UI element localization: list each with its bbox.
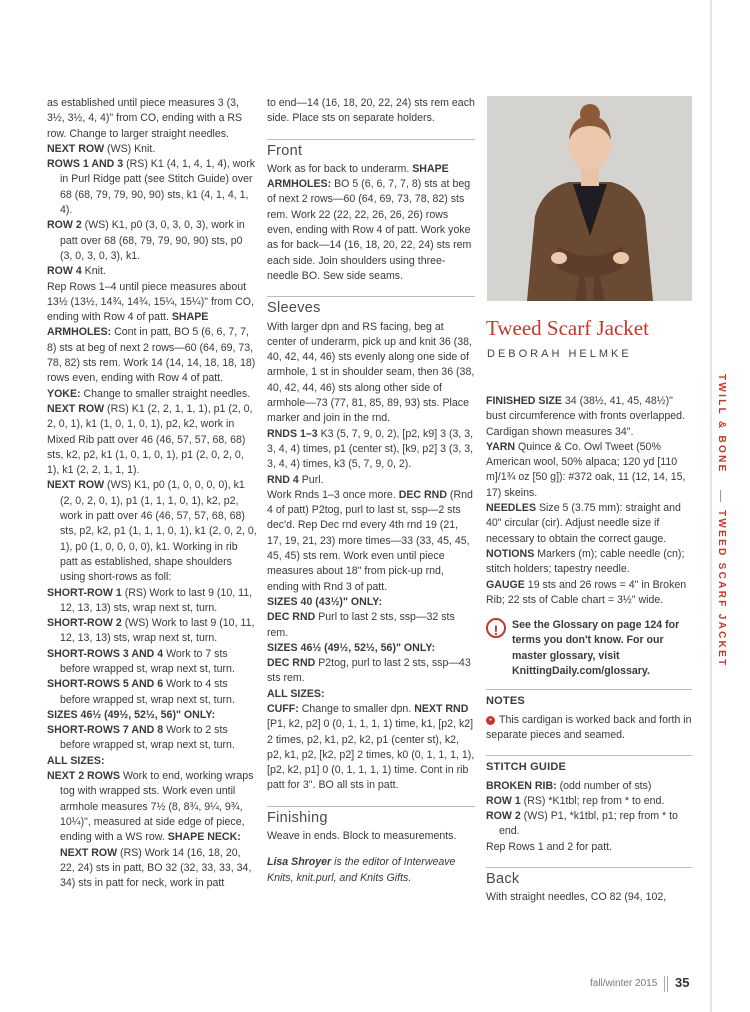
issue-label: fall/winter 2015 bbox=[590, 978, 658, 989]
paragraph bbox=[486, 809, 692, 840]
run-in-heading: NEXT ROW bbox=[47, 479, 105, 492]
run-in-heading: DEC RND bbox=[267, 657, 316, 670]
column-3 bbox=[486, 394, 692, 906]
editor-note bbox=[267, 855, 475, 886]
paragraph bbox=[47, 96, 257, 142]
paragraph bbox=[267, 488, 475, 595]
paragraph-text: (RS) Work 14 (16, 18, 20, 22, 24) sts in patt, BO 32 (32, 33, 33, 34, 34) sts in patt for neck, work in patt bbox=[60, 846, 252, 890]
paragraph bbox=[267, 687, 475, 702]
paragraph-text: as established until piece measures 3 (3, 3½, 3½, 4, 4)" from CO, ending with a RS row. Change to larger straight needles. bbox=[47, 97, 243, 140]
paragraph-text: Work to 2 sts before wrapped st, wrap next st, turn. bbox=[60, 724, 235, 752]
run-in-heading: ROW 2 bbox=[486, 810, 521, 823]
divider bbox=[486, 689, 692, 690]
paragraph-text: (WS) Knit. bbox=[104, 142, 156, 155]
paragraph bbox=[47, 769, 257, 891]
paragraph bbox=[47, 142, 257, 157]
run-in-heading: ROWS 1 AND 3 bbox=[47, 158, 124, 171]
stitch-guide-rows bbox=[486, 794, 692, 840]
run-in-heading: DEC RND bbox=[398, 488, 447, 501]
specs bbox=[486, 394, 692, 608]
run-in-heading: SHORT-ROW 2 bbox=[47, 617, 122, 630]
run-in-heading: NEXT ROW bbox=[47, 402, 105, 415]
paragraph bbox=[267, 641, 475, 656]
run-in-heading: SHAPE ARMHOLES: bbox=[267, 162, 449, 191]
run-in-heading: SHORT-ROWS 5 AND 6 bbox=[47, 678, 164, 691]
sidebar-label-section: TWILL & BONE bbox=[716, 374, 727, 474]
paragraph-text: Rep Rows 1–4 until piece measures about 13½ (13½, 14¾, 14¾, 15¼, 15¼)" from CO, ending with Row 4 of patt. bbox=[47, 280, 254, 324]
sleeves-heading: Sleeves bbox=[267, 300, 321, 317]
paragraph bbox=[267, 595, 475, 610]
run-in-heading: GAUGE bbox=[486, 578, 525, 591]
run-in-heading: ROW 4 bbox=[47, 265, 82, 278]
separator: , and bbox=[333, 871, 361, 884]
divider bbox=[486, 867, 692, 868]
separator: . bbox=[408, 871, 412, 884]
paragraph-text: Purl to last 2 sts, ssp—32 sts rem. bbox=[267, 611, 455, 639]
paragraph bbox=[47, 280, 257, 479]
back-continued: to end—14 (16, 18, 20, 22, 24) sts rem each side. Place sts on separate holders. bbox=[267, 97, 475, 125]
run-in-heading: FINISHED SIZE bbox=[486, 395, 562, 407]
run-in-heading: SHAPE ARMHOLES: bbox=[47, 311, 209, 339]
paragraph-text: 19 sts and 26 rows = 4" in Broken Rib; 22 sts of Cable chart = 3½" wide. bbox=[486, 578, 687, 606]
run-in-heading: SIZES 40 (43½)" ONLY: bbox=[267, 595, 383, 608]
run-in-heading: SHORT-ROWS 3 AND 4 bbox=[47, 647, 164, 660]
designer-name: DEBORAH HELMKE bbox=[487, 348, 632, 360]
notes-item bbox=[486, 713, 692, 744]
sleeves-section bbox=[267, 296, 475, 794]
sleeves-body bbox=[267, 320, 475, 794]
paragraph-text: (WS) K1, p0 (3, 0, 3, 0, 3), work in patt over 68 (68, 79, 79, 90, 90) sts, p0 (3, 0, 3, 0, 3), k1. bbox=[60, 219, 245, 262]
paragraph-text: Work Rnds 1–3 once more. bbox=[267, 488, 399, 501]
pattern-title: Tweed Scarf Jacket bbox=[486, 316, 649, 340]
paragraph bbox=[47, 677, 257, 708]
back-section bbox=[486, 867, 692, 906]
run-in-heading: NEXT ROW bbox=[47, 142, 105, 155]
divider bbox=[486, 755, 692, 756]
paragraph-text: Change to smaller straight needles. bbox=[80, 387, 251, 400]
paragraph-text: Change to smaller dpn. bbox=[298, 702, 415, 715]
stitch-guide-heading: STITCH GUIDE bbox=[486, 761, 567, 774]
paragraph bbox=[47, 647, 257, 678]
paragraph bbox=[47, 616, 257, 647]
back-heading: Back bbox=[486, 871, 520, 888]
back-body: With straight needles, CO 82 (94, 102, bbox=[486, 891, 667, 904]
paragraph-text: Work to 7 sts before wrapped st, wrap next st, turn. bbox=[60, 647, 235, 675]
paragraph-text: Purl. bbox=[298, 473, 324, 486]
run-in-heading: SIZES 46½ (49½, 52½, 56)" ONLY: bbox=[47, 708, 216, 721]
paragraph-text: (RS) K1 (4, 1, 4, 1, 4), work in Purl Ridge patt (see Stitch Guide) over 68 (68, 79, 79, 90, 90) sts, k1 (4, 1, 4, 1, 4). bbox=[60, 158, 256, 217]
paragraph-text: Markers (m); cable needle (cn); stitch holders; tapestry needle. bbox=[486, 547, 685, 576]
footer-divider bbox=[664, 976, 668, 992]
run-in-heading: ALL SIZES: bbox=[267, 687, 325, 700]
sidebar-label-pattern: TWEED SCARF JACKET bbox=[716, 510, 727, 668]
paragraph bbox=[486, 578, 692, 609]
notes-heading: NOTES bbox=[486, 695, 525, 708]
run-in-heading: SHORT-ROWS 7 AND 8 bbox=[47, 724, 164, 737]
notes-text: This cardigan is worked back and forth in separate pieces and seamed. bbox=[486, 713, 692, 741]
glossary-note bbox=[486, 618, 692, 679]
paragraph bbox=[486, 501, 692, 547]
paragraph-text: (WS) P1, *k1tbl, p1; rep from * to end. bbox=[499, 810, 678, 838]
run-in-heading: NEEDLES bbox=[486, 502, 537, 515]
paragraph-text: 34 (38½, 41, 45, 48½)" bust circumference with fronts overlapped. Cardigan shown measures 34". bbox=[486, 395, 686, 438]
stitch-guide-rep: Rep Rows 1 and 2 for patt. bbox=[486, 840, 613, 853]
run-in-heading: RND 4 bbox=[267, 473, 299, 486]
run-in-heading: RNDS 1–3 bbox=[267, 427, 318, 440]
bullet-icon: • bbox=[486, 716, 495, 725]
publication-name: Knits Gifts bbox=[360, 871, 409, 884]
editor-note-text: is the editor of bbox=[331, 856, 404, 869]
paragraph bbox=[47, 478, 257, 585]
front-section bbox=[267, 139, 475, 285]
paragraph-text: With larger dpn and RS facing, beg at center of underarm, pick up and knit 36 (38, 40, 42, 44, 46) sts evenly along one side of armhole, 1 st in shoulder seam, then 36 (38, 40, 42, 44, 46) sts along other side of armhole—73 (77, 81, 85, 89, 93) sts. Place marker and join in the rnd. bbox=[267, 320, 475, 425]
divider bbox=[267, 296, 475, 297]
paragraph-text: Size 5 (3.75 mm): straight and 40" circular (cir). Adjust needle size if necessary to obtain the correct gauge. bbox=[486, 502, 681, 545]
paragraph-text: P2tog, purl to last 2 sts, ssp—43 sts rem. bbox=[267, 657, 471, 685]
run-in-heading: SHAPE NECK: NEXT ROW bbox=[60, 831, 241, 859]
paragraph-text: (RS) K1 (2, 2, 1, 1, 1), p1 (2, 0, 2, 0, 1), k1 (1, 0, 1, 0, 1), p2, k2, work in Mixed Rib patt over 46 (46, 57, 57, 68, 68) sts, k2, p2, k1 (1, 0, 1, 0, 1), p1 (2, 0, 2, 0, 1), k1 (2, 2, 1, 1, 1). bbox=[47, 402, 253, 477]
run-in-heading: ROW 2 bbox=[47, 219, 82, 232]
paragraph-text: Work to end, working wraps tog with wrapped sts. Work even until armhole measures 7½ (8, 8¾, 9¼, 9¾, 10¼)", measured at side edge of piece, ending with a WS row. bbox=[60, 770, 254, 844]
publication-name: knit.purl bbox=[296, 871, 334, 884]
column-2 bbox=[267, 96, 475, 886]
front-body bbox=[267, 162, 475, 284]
paragraph-text: BO 5 (6, 6, 7, 7, 8) sts at beg of next 2 rows—60 (64, 69, 73, 78, 82) sts rem. Work 22 (22, 22, 26, 26, 26) rows even, ending with Row 4 of patt. Work yoke as for back—14 (16, 18, 20, 22, 24) sts rem each side. Join shoulders using three-needle BO. Sew side seams. bbox=[267, 178, 472, 282]
paragraph-text: (WS) K1, p0 (1, 0, 0, 0, 0), k1 (2, 0, 2, 0, 1), p1 (1, 1, 1, 0, 1), k2, p2, work in patt over 46 (46, 57, 57, 68, 68) sts, p2, k2, p1 (1, 1, 1, 0, 1), k1 (2, 0, 2, 0, 1), p0 (1, 0, 0, 0, 0), k1. Working in rib patt as established, shape shoulders using short-rows as foll: bbox=[60, 479, 257, 584]
front-heading: Front bbox=[267, 142, 303, 159]
paragraph-text: (WS) Work to last 9 (10, 11, 12, 13, 13) sts, wrap next st, turn. bbox=[60, 617, 255, 645]
paragraph bbox=[267, 473, 475, 488]
finishing-section bbox=[267, 806, 475, 845]
model-photo bbox=[487, 96, 692, 301]
paragraph-text: [P1, k2, p2] 0 (0, 1, 1, 1, 1) time, k1, [p2, k2] 2 times, p2, k1, p2, k2, p1 (center st), k2, p2, k1, p2, [k2, p2] 2 times, k0 (0, 1, 1, 1, 1), [p2, k2, p1] 0 (0, 1, 1, 1, 1) time. Cont in rib patt for 3". BO all sts in patt. bbox=[267, 718, 475, 792]
broken-rib-note: (odd number of sts) bbox=[556, 779, 652, 792]
publication-name: Interweave Knits bbox=[267, 856, 456, 884]
paragraph bbox=[486, 794, 692, 809]
divider bbox=[267, 139, 475, 140]
run-in-heading: YARN bbox=[486, 440, 516, 453]
paragraph-text: K3 (5, 7, 9, 0, 2), [p2, k9] 3 (3, 3, 3, 4, 4) times, p1 (center st), [k9, p2] 3 (3, 3, 3, 4, 4) times, k3 (5, 7, 9, 0, 2). bbox=[267, 427, 474, 471]
editor-name: Lisa Shroyer bbox=[267, 856, 332, 869]
finishing-body: Weave in ends. Block to measurements. bbox=[267, 830, 457, 843]
paragraph-text: Knit. bbox=[81, 265, 106, 278]
stitch-guide bbox=[486, 755, 692, 855]
divider bbox=[267, 806, 475, 807]
separator: , bbox=[290, 871, 297, 884]
paragraph bbox=[47, 708, 257, 723]
run-in-heading: SIZES 46½ (49½, 52½, 56)" ONLY: bbox=[267, 641, 436, 654]
paragraph-text: Work to 4 sts before wrapped st, wrap next st, turn. bbox=[60, 678, 235, 706]
finishing-heading: Finishing bbox=[267, 809, 328, 826]
paragraph bbox=[267, 702, 475, 794]
exclamation-icon: ! bbox=[486, 618, 506, 638]
paragraph bbox=[267, 610, 475, 641]
paragraph bbox=[486, 440, 692, 501]
paragraph bbox=[47, 586, 257, 617]
run-in-heading: ALL SIZES: bbox=[47, 754, 105, 767]
paragraph bbox=[486, 547, 692, 578]
paragraph-text: (Rnd 4 of patt) P2tog, purl to last st, ssp—2 sts dec'd. Rep Dec rnd every 4th rnd 19 (21, 17, 19, 21, 23) more times—33 (33, 45, 45, 45, 45) sts rem. Work even until piece measures about 18" from pick-up rnd, ending with Rnd 3 of patt. bbox=[267, 488, 473, 593]
run-in-heading: DEC RND bbox=[267, 611, 316, 624]
glossary-text: See the Glossary on page 124 for terms you don't know. For our master glossary, visit KnittingDaily.com/glossary. bbox=[512, 619, 680, 678]
sidebar bbox=[710, 0, 750, 1012]
paragraph bbox=[267, 320, 475, 427]
paragraph bbox=[486, 394, 692, 440]
run-in-heading: SHORT-ROW 1 bbox=[47, 586, 122, 599]
paragraph bbox=[47, 157, 257, 218]
run-in-heading: ROW 1 bbox=[486, 794, 521, 807]
run-in-heading: NEXT 2 ROWS bbox=[47, 770, 120, 783]
paragraph bbox=[267, 656, 475, 687]
paragraph bbox=[47, 723, 257, 754]
run-in-heading: NEXT RND bbox=[414, 702, 469, 715]
paragraph-text: Work as for back to underarm. bbox=[267, 162, 413, 175]
paragraph bbox=[267, 427, 475, 473]
column-1 bbox=[47, 96, 257, 891]
paragraph-text: (RS) *K1tbl; rep from * to end. bbox=[520, 794, 665, 807]
paragraph-text: (RS) Work to last 9 (10, 11, 12, 13, 13) sts, wrap next st, turn. bbox=[60, 586, 253, 614]
model-photo-illustration bbox=[487, 96, 692, 301]
paragraph bbox=[47, 264, 257, 279]
paragraph-text: Quince & Co. Owl Tweet (50% American wool, 50% alpaca; 120 yd [110 m]/1¾ oz [50 g]): #372 oak, 11 (12, 14, 15, 17) skeins. bbox=[486, 440, 686, 499]
paragraph bbox=[47, 218, 257, 264]
paragraph-text: Cont in patt, BO 5 (6, 6, 7, 7, 8) sts at beg of next 2 rows—60 (64, 69, 73, 78, 82) sts rem. Work 14 (14, 14, 18, 18, 18) rows even, ending with Row 4 of patt. bbox=[47, 326, 256, 385]
run-in-heading: NOTIONS bbox=[486, 547, 535, 560]
page-number: 35 bbox=[675, 975, 690, 990]
paragraph bbox=[47, 754, 257, 769]
broken-rib-title bbox=[486, 779, 692, 794]
paragraph bbox=[267, 162, 475, 284]
broken-rib-label: BROKEN RIB: bbox=[486, 779, 557, 792]
run-in-heading: CUFF: bbox=[267, 702, 299, 715]
sidebar-divider bbox=[720, 490, 721, 502]
run-in-heading: YOKE: bbox=[47, 387, 81, 400]
